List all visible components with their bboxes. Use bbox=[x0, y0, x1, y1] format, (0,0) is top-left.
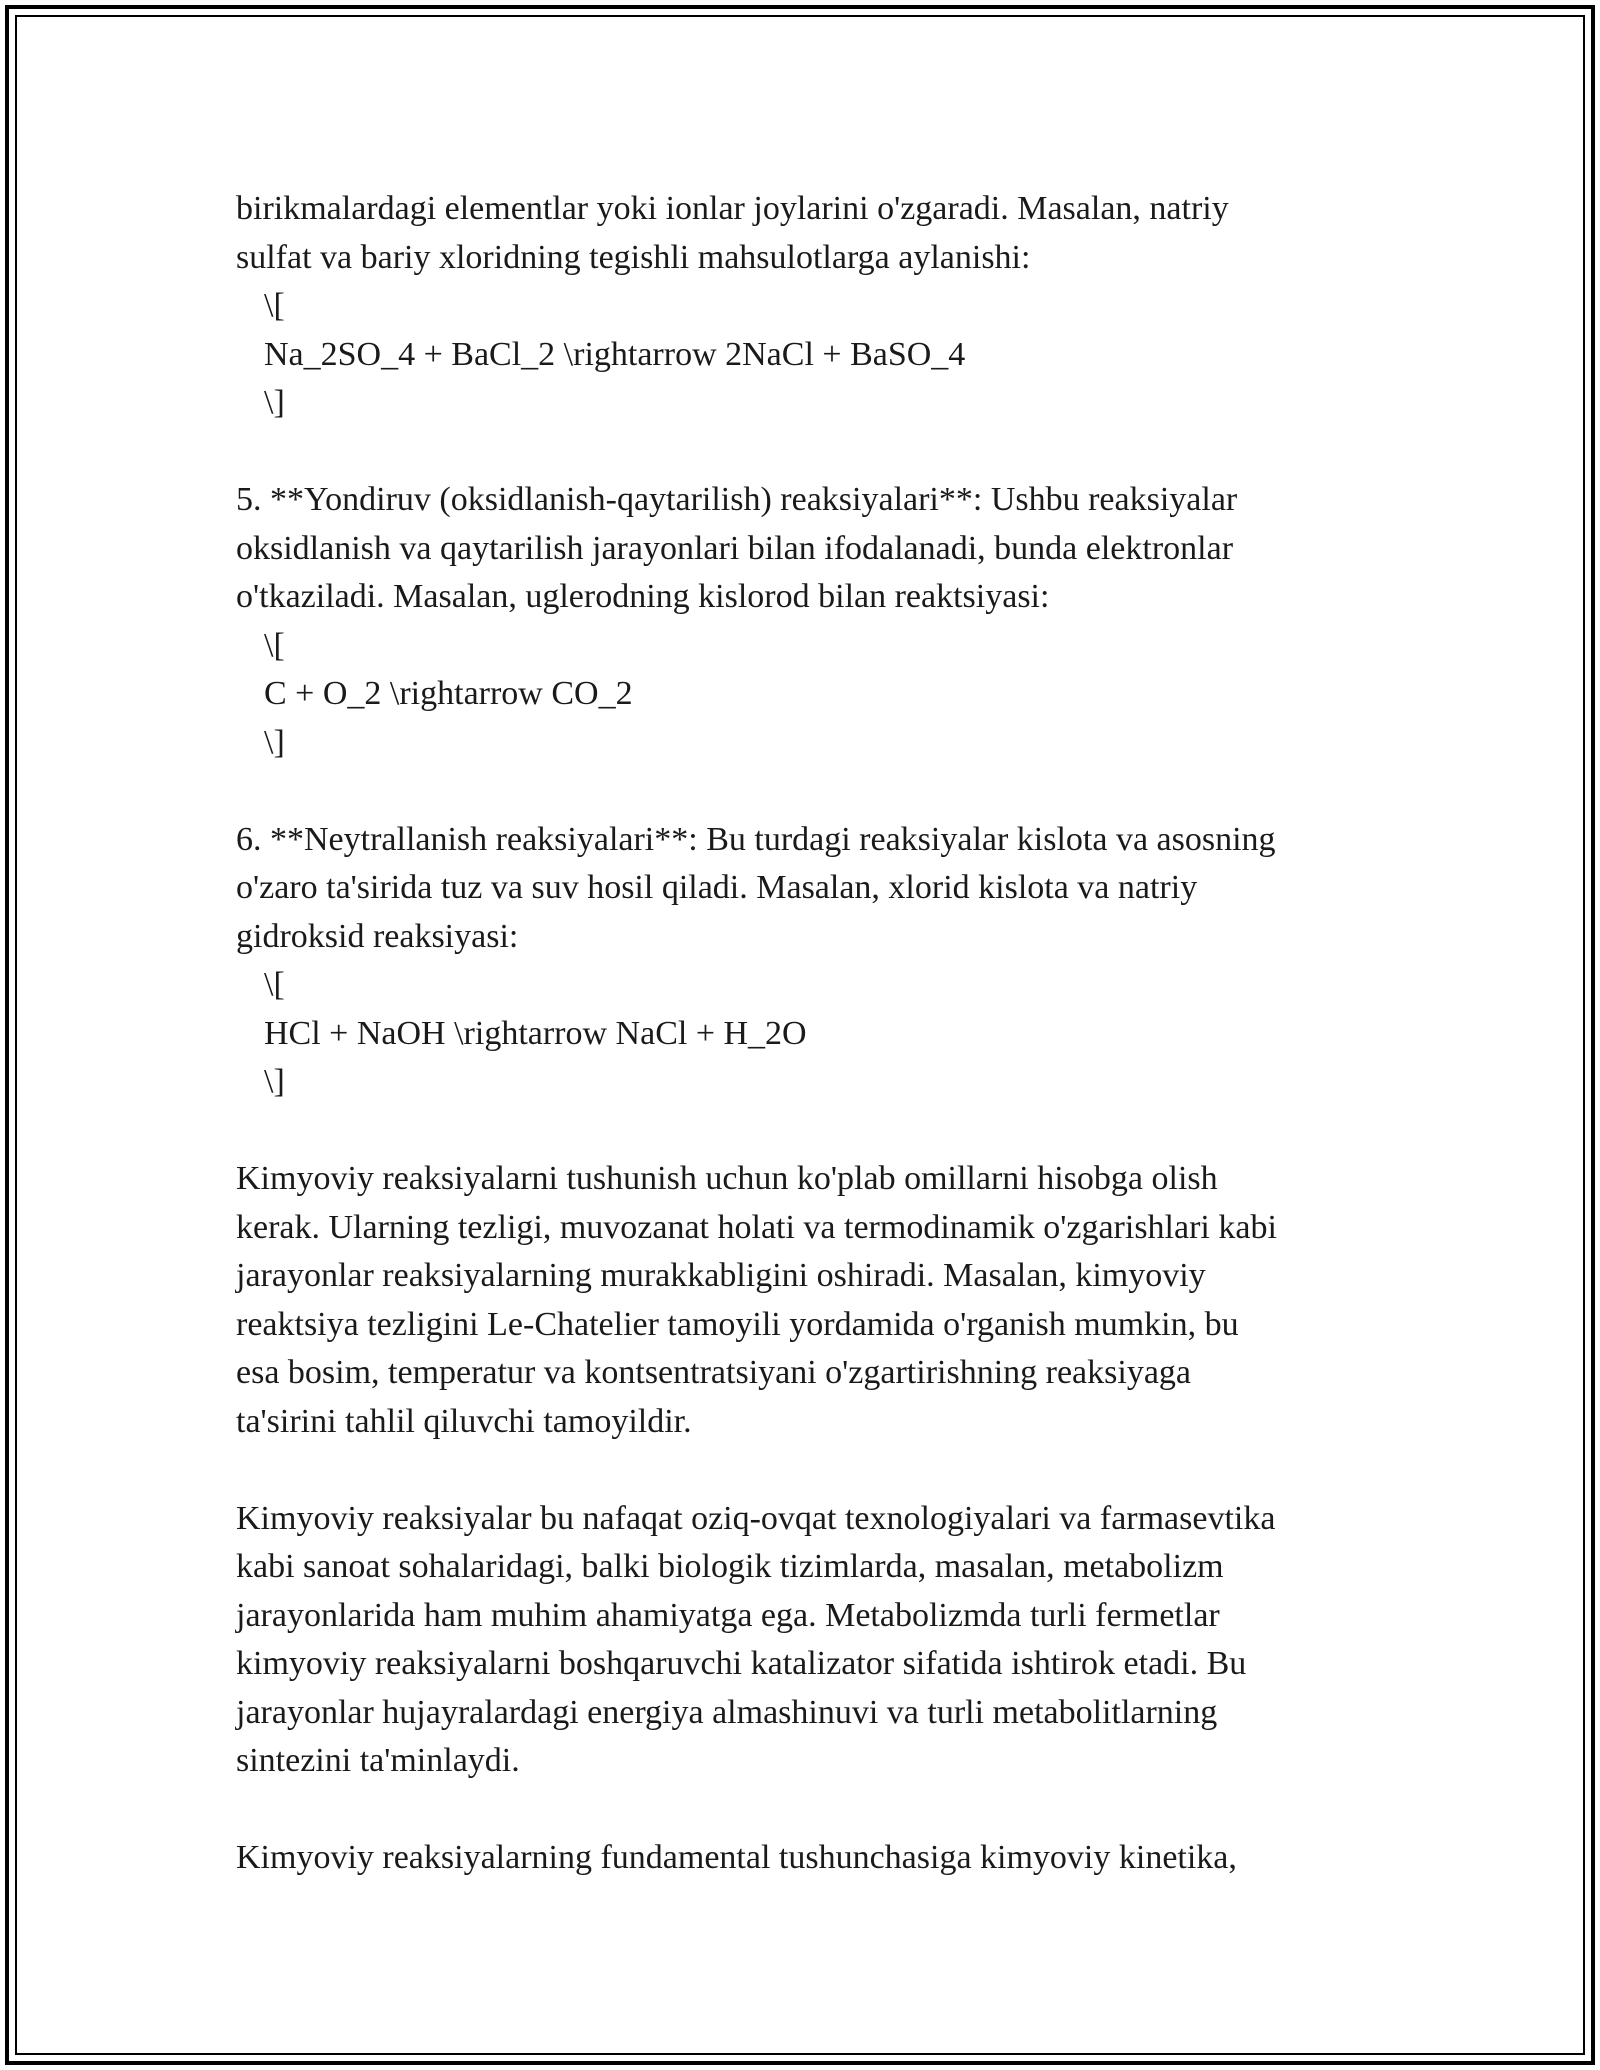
paragraph-gap bbox=[236, 767, 1366, 816]
equation-open: \[ bbox=[264, 966, 285, 1003]
text-line: birikmalardagi elementlar yoki ionlar joylarini o'zgaradi. Masalan, natriy bbox=[236, 190, 1229, 227]
text-line: oksidlanish va qaytarilish jarayonlari bilan ifodalanadi, bunda elektronlar bbox=[236, 529, 1234, 567]
text-line: kimyoviy reaksiyalarni boshqaruvchi katalizator sifatida ishtirok etadi. Bu bbox=[236, 1645, 1247, 1682]
paragraph-gap bbox=[236, 1446, 1366, 1495]
text-line: jarayonlar hujayralardagi energiya almashinuvi va turli metabolitlarning bbox=[236, 1693, 1218, 1731]
text-line: gidroksid reaksiyasi: bbox=[236, 917, 519, 955]
text-line: o'zaro ta'sirida tuz va suv hosil qiladi. Masalan, xlorid kislota va natriy bbox=[236, 869, 1198, 906]
text-line: sulfat va bariy xloridning tegishli mahsulotlarga aylanishi: bbox=[236, 238, 1031, 276]
equation-line: C + O_2 \rightarrow CO_2 bbox=[264, 675, 633, 712]
equation-open: \[ bbox=[264, 626, 285, 664]
text-line: 5. **Yondiruv (oksidlanish-qaytarilish) reaksiyalari**: Ushbu reaksiyalar bbox=[236, 481, 1238, 518]
equation-close: \] bbox=[264, 384, 285, 421]
equation-line: Na_2SO_4 + BaCl_2 \rightarrow 2NaCl + BaSO_4 bbox=[264, 335, 966, 373]
text-line: kabi sanoat sohalaridagi, balki biologik tizimlarda, masalan, metabolizm bbox=[236, 1548, 1224, 1585]
document-body bbox=[236, 185, 1366, 1883]
paragraph-gap bbox=[236, 1786, 1366, 1835]
text-line: Kimyoviy reaksiyalar bu nafaqat oziq-ovqat texnologiyalari va farmasevtika bbox=[236, 1499, 1276, 1537]
equation-close: \] bbox=[264, 723, 285, 761]
text-line: jarayonlar reaksiyalarning murakkabligini oshiradi. Masalan, kimyoviy bbox=[236, 1257, 1206, 1294]
text-line: Kimyoviy reaksiyalarning fundamental tushunchasiga kimyoviy kinetika, bbox=[236, 1839, 1237, 1876]
equation-close: \] bbox=[264, 1063, 285, 1100]
equation-open: \[ bbox=[264, 287, 285, 324]
text-line: o'tkaziladi. Masalan, uglerodning kislorod bilan reaktsiyasi: bbox=[236, 578, 1050, 615]
text-line: kerak. Ularning tezligi, muvozanat holati va termodinamik o'zgarishlari kabi bbox=[236, 1208, 1277, 1246]
text-line: esa bosim, temperatur va kontsentratsiyani o'zgartirishning reaksiyaga bbox=[236, 1354, 1192, 1391]
paragraph-gap bbox=[236, 1107, 1366, 1156]
text-line: 6. **Neytrallanish reaksiyalari**: Bu turdagi reaksiyalar kislota va asosning bbox=[236, 820, 1276, 858]
equation-line: HCl + NaOH \rightarrow NaCl + H_2O bbox=[264, 1014, 807, 1052]
text-line: Kimyoviy reaksiyalarni tushunish uchun ko'plab omillarni hisobga olish bbox=[236, 1160, 1218, 1197]
text-line: ta'sirini tahlil qiluvchi tamoyildir. bbox=[236, 1402, 692, 1440]
paragraph-gap bbox=[236, 428, 1366, 477]
text-line: jarayonlarida ham muhim ahamiyatga ega. Metabolizmda turli fermetlar bbox=[236, 1596, 1220, 1634]
text-line: sintezini ta'minlaydi. bbox=[236, 1742, 520, 1779]
text-line: reaktsiya tezligini Le-Chatelier tamoyili yordamida o'rganish mumkin, bu bbox=[236, 1305, 1239, 1343]
